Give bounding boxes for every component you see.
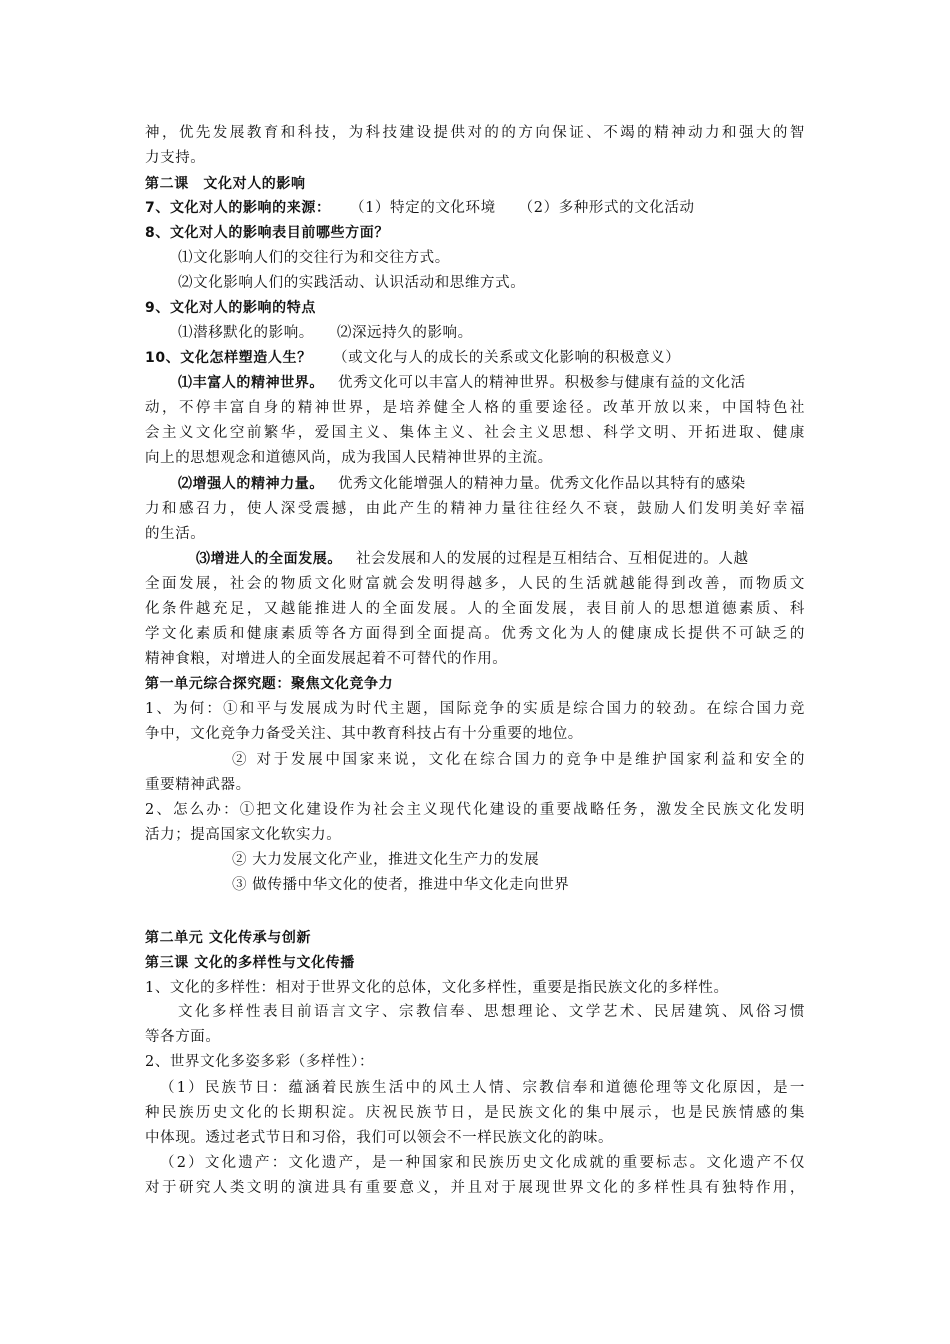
text-line: 活力；提高国家文化软实力。 xyxy=(145,827,342,843)
point-heading: ⑵增强人的精神力量。 xyxy=(178,476,324,492)
lesson-heading: 第二课 文化对人的影响 xyxy=(145,176,306,192)
text-line: 力和感召力，使人深受震撼，由此产生的精神力量往往经久不衰，鼓励人们发明美好幸福 xyxy=(145,501,805,517)
text-line: （1）特定的文化环境 （2）多种形式的文化活动 xyxy=(350,200,695,216)
text-line: 种民族历史文化的长期积淀。庆祝民族节日，是民族文化的集中展示，也是民族情感的集 xyxy=(145,1105,805,1121)
text-line: 社会发展和人的发展的过程是互相结合、互相促进的。人越 xyxy=(356,551,749,567)
text-line: 力支持。 xyxy=(145,150,206,166)
text-line: 争中，文化竞争力备受关注、其中教育科技占有十分重要的地位。 xyxy=(145,726,583,742)
text-line: 优秀文化可以丰富人的精神世界。积极参与健康有益的文化活 xyxy=(338,375,746,391)
text-line: 向上的思想观念和道德风尚，成为我国人民精神世界的主流。 xyxy=(145,450,553,466)
text-line: 重要精神武器。 xyxy=(145,777,251,793)
text-line: （或文化与人的成长的关系或文化影响的积极意义） xyxy=(333,350,681,366)
text-line: 2、世界文化多姿多彩（多样性）： xyxy=(145,1054,375,1070)
question-heading: 7、文化对人的影响的来源： xyxy=(145,200,331,216)
text-line: 化条件越充足，又越能推进人的全面发展。人的全面发展，表目前人的思想道德素质、科 xyxy=(145,601,805,617)
text-line: 中体现。透过老式节日和习俗，我们可以领会不一样民族文化的韵味。 xyxy=(145,1130,614,1146)
text-line: 文化多样性表目前语言文字、宗教信奉、思想理论、文学艺术、民居建筑、风俗习惯 xyxy=(178,1004,805,1020)
text-line: 神，优先发展教育和科技，为科技建设提供对的的方向保证、不竭的精神动力和强大的智 xyxy=(145,125,805,141)
point-heading: ⑶增进人的全面发展。 xyxy=(196,551,342,567)
text-line: 1、文化的多样性：相对于世界文化的总体，文化多样性，重要是指民族文化的多样性。 xyxy=(145,980,729,996)
text-line: 优秀文化能增强人的精神力量。优秀文化作品以其特有的感染 xyxy=(338,476,746,492)
text-line: 会主义文化空前繁华，爱国主义、集体主义、社会主义思想、科学文明、开拓进取、健康 xyxy=(145,425,805,441)
unit-heading: 第一单元综合探究题：聚焦文化竞争力 xyxy=(145,676,394,692)
text-line: 2、怎么办：①把文化建设作为社会主义现代化建设的重要战略任务，激发全民族文化发明 xyxy=(145,802,805,818)
question-heading: 9、文化对人的影响的特点 xyxy=(145,300,316,316)
text-line: 等各方面。 xyxy=(145,1029,221,1045)
unit-heading: 第二单元 文化传承与创新 xyxy=(145,930,312,946)
text-line: 精神食粮，对增进人的全面发展起着不可替代的作用。 xyxy=(145,651,508,667)
point-heading: ⑴丰富人的精神世界。 xyxy=(178,375,324,391)
text-line: ② 大力发展文化产业，推进文化生产力的发展 xyxy=(232,852,540,868)
text-line: ⑴潜移默化的影响。 ⑵深远持久的影响。 xyxy=(178,325,473,341)
text-line: ⑵文化影响人们的实践活动、认识活动和思维方式。 xyxy=(178,275,526,291)
text-line: 全面发展，社会的物质文化财富就会发明得越多，人民的生活就越能得到改善，而物质文 xyxy=(145,576,805,592)
text-line: 1、为何：①和平与发展成为时代主题，国际竞争的实质是综合国力的较劲。在综合国力竞 xyxy=(145,701,805,717)
text-line: （2）文化遗产：文化遗产，是一种国家和民族历史文化成就的重要标志。文化遗产不仅 xyxy=(160,1155,805,1171)
question-heading: 10、文化怎样塑造人生？ xyxy=(145,350,312,366)
text-line: ③ 做传播中华文化的使者，推进中华文化走向世界 xyxy=(232,877,570,893)
text-line: 学文化素质和健康素质等各方面得到全面提高。优秀文化为人的健康成长提供不可缺乏的 xyxy=(145,626,805,642)
question-heading: 8、文化对人的影响表目前哪些方面？ xyxy=(145,225,389,241)
text-line: 的生活。 xyxy=(145,526,206,542)
text-line: ⑴文化影响人们的交往行为和交往方式。 xyxy=(178,250,450,266)
text-line: （1）民族节日：蕴涵着民族生活中的风土人情、宗教信奉和道德伦理等文化原因，是一 xyxy=(160,1080,805,1096)
text-line: ② 对于发展中国家来说，文化在综合国力的竞争中是维护国家利益和安全的 xyxy=(232,752,805,768)
text-line: 对于研究人类文明的演进具有重要意义，并且对于展现世界文化的多样性具有独特作用， xyxy=(145,1180,805,1196)
lesson-heading: 第三课 文化的多样性与文化传播 xyxy=(145,955,355,971)
text-line: 动，不停丰富自身的精神世界，是培养健全人格的重要途径。改革开放以来，中国特色社 xyxy=(145,400,805,416)
